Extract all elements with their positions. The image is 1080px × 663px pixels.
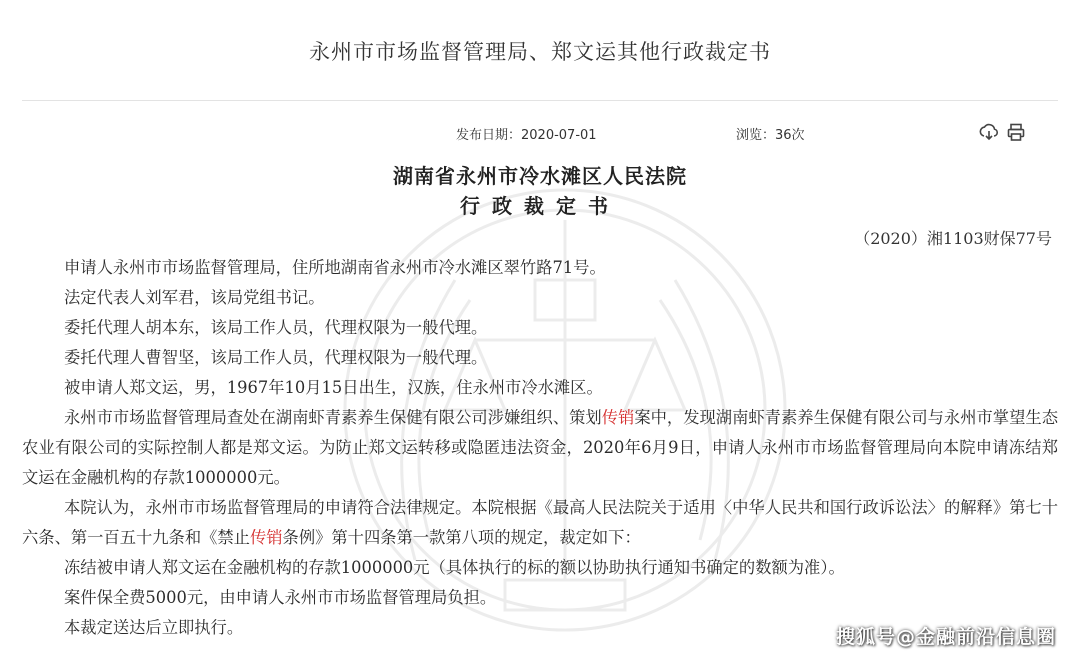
download-icon[interactable] xyxy=(979,122,999,142)
publish-date-value: 2020-07-01 xyxy=(521,128,597,143)
paragraph-agent-2: 委托代理人曹智坚，该局工作人员，代理权限为一般代理。 xyxy=(64,348,488,367)
paragraph-fee: 案件保全费5000元，由申请人永州市市场监督管理局负担。 xyxy=(64,588,497,607)
publish-date xyxy=(456,124,597,143)
title-divider xyxy=(22,100,1058,101)
reasoning-text-a: 本院认为，永州市市场监督管理局的申请符合法律规定。本院根据《最高人民法院关于适用〈中华人民共和国行政诉讼法〉的解释》第七十六条、第一百五十九条和《禁止 xyxy=(22,498,1058,547)
paragraph-agent-1: 委托代理人胡本东，该局工作人员，代理权限为一般代理。 xyxy=(64,318,488,337)
document-body xyxy=(22,253,1058,643)
facts-text-b: 案中，发现湖南虾青素养生保健有限公司与永州市掌望生态农业有限公司的实际控制人都是郑文运。为防止郑文运转移或隐匿违法资金，2020年6月9日，申请人永州市市场监督管理局向本院申请冻结郑文运在金融机构的存款1000000元。 xyxy=(22,408,1058,487)
court-name: 湖南省永州市冷水滩区人民法院 xyxy=(393,164,687,188)
paragraph-applicant: 申请人永州市市场监督管理局，住所地湖南省永州市冷水滩区翠竹路71号。 xyxy=(64,258,606,277)
paragraph-ruling: 冻结被申请人郑文运在金融机构的存款1000000元（具体执行的标的额以协助执行通知书确定的数额为准）。 xyxy=(64,558,845,577)
highlight-keyword: 传销 xyxy=(601,408,635,427)
document-type: 行政裁定书 xyxy=(460,194,620,218)
view-count-label: 浏览： xyxy=(736,128,776,143)
page-title: 永州市市场监督管理局、郑文运其他行政裁定书 xyxy=(309,40,771,64)
reasoning-text-b: 条例》第十四条第一款第八项的规定，裁定如下： xyxy=(282,528,641,547)
facts-text-a: 永州市市场监督管理局查处在湖南虾青素养生保健有限公司涉嫌组织、策划 xyxy=(64,408,602,427)
case-number: （2020）湘1103财保77号 xyxy=(854,229,1052,248)
source-watermark: 搜狐号@金融前沿信息圈 xyxy=(835,626,1056,648)
view-count-value: 36次 xyxy=(775,128,805,143)
paragraph-facts xyxy=(22,403,1058,493)
publish-date-label: 发布日期： xyxy=(456,128,522,143)
view-count xyxy=(736,124,805,143)
paragraph-effect: 本裁定送达后立即执行。 xyxy=(64,618,244,637)
paragraph-reasoning xyxy=(22,493,1058,553)
paragraph-legal-rep: 法定代表人刘军君，该局党组书记。 xyxy=(64,288,325,307)
print-icon[interactable] xyxy=(1006,122,1026,142)
highlight-keyword: 传销 xyxy=(249,528,283,547)
paragraph-respondent: 被申请人郑文运，男，1967年10月15日出生，汉族，住永州市冷水滩区。 xyxy=(64,378,603,397)
